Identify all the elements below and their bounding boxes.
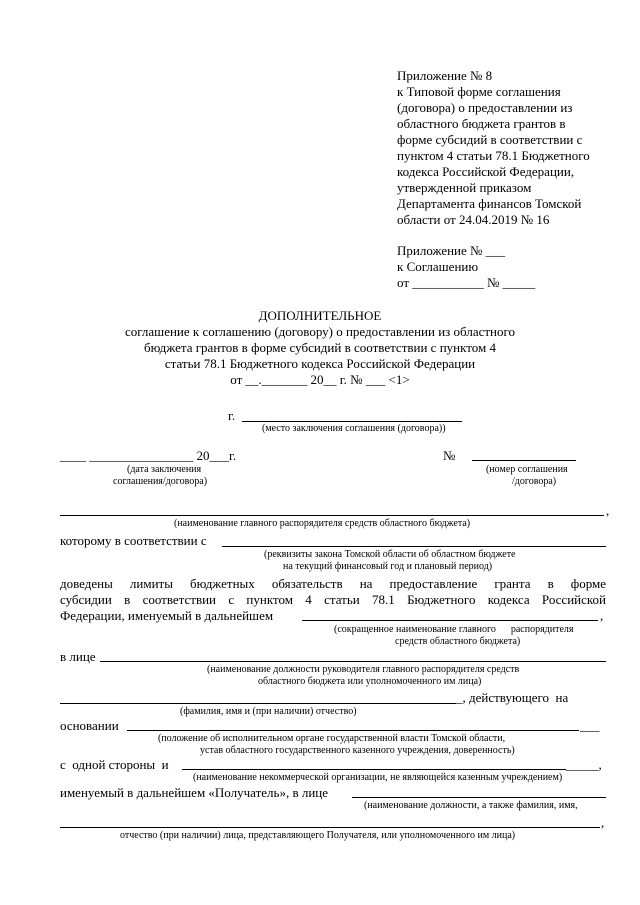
- date-caption: (дата заключения: [127, 464, 202, 475]
- basis-caption: (положение об исполнительном органе государственной власти Томской области,: [158, 733, 506, 744]
- date-field[interactable]: ____ ________________ 20___г.: [60, 448, 237, 463]
- head-line[interactable]: [100, 661, 606, 662]
- law-caption: (реквизиты закона Томской области об областном бюджете: [264, 549, 516, 560]
- appendix-8-line: к Типовой форме соглашения: [397, 84, 561, 99]
- head-caption: областного бюджета или уполномоченного им лица): [258, 676, 482, 687]
- document-title: [60, 308, 580, 388]
- title-line: соглашение к соглашению (договору) о предоставлении из областного: [124, 324, 516, 339]
- place-caption: (место заключения соглашения (договора)): [262, 423, 446, 434]
- comma: ,: [606, 503, 610, 518]
- side-one-text: с одной стороны и: [60, 757, 169, 772]
- grbs-caption: (наименование главного распорядителя средств областного бюджета): [174, 518, 471, 529]
- recipient-position-line[interactable]: [352, 797, 606, 798]
- title-line: от __._______ 20__ г. № ___ <1>: [230, 372, 410, 387]
- appendix-8-block: [397, 68, 590, 228]
- osnovanii-text: основании: [60, 718, 119, 733]
- place-prefix: г.: [228, 408, 236, 423]
- nko-end: _____,: [566, 757, 602, 772]
- head-caption: (наименование должности руководителя главного распорядителя средств: [207, 664, 520, 675]
- appendix-agreement-line: к Соглашению: [397, 259, 479, 274]
- recipient-text: именуемый в дальнейшем «Получатель», в лице: [60, 785, 329, 800]
- limits-line: субсидии в соответствии с пунктом 4 статьи 78.1 Бюджетного кодекса Российской: [60, 592, 606, 607]
- v-litse-text: в лице: [60, 649, 96, 664]
- basis-caption: устав областного государственного казенного учреждения, доверенность): [200, 745, 515, 756]
- appendix-8-line: форме субсидий в соответствии с: [397, 132, 583, 147]
- title-line: ДОПОЛНИТЕЛЬНОЕ: [258, 308, 382, 323]
- appendix-8-line: Департамента финансов Томской: [397, 196, 582, 211]
- law-line[interactable]: [222, 546, 606, 547]
- fio-caption: (фамилия, имя и (при наличии) отчество): [180, 706, 357, 717]
- position-caption: (наименование должности, а также фамилия, имя,: [364, 800, 578, 811]
- appendix-8-line: утвержденной приказом: [397, 180, 532, 195]
- appendix-8-line: (договора) о предоставлении из: [397, 100, 573, 115]
- law-caption: на текущий финансовый год и плановый период): [283, 561, 493, 572]
- basis-tail: ___: [580, 718, 600, 733]
- title-line: бюджета грантов в форме субсидий в соответствии с пунктом 4: [144, 340, 496, 355]
- appendix-agreement-line: от ___________ № _____: [397, 275, 536, 290]
- short-name-line[interactable]: [302, 620, 598, 621]
- nko-caption: (наименование некоммерческой организации, не являющейся казенным учреждением): [193, 772, 563, 783]
- limits-line: доведены лимиты бюджетных обязательств на предоставление гранта в форме: [60, 576, 606, 591]
- appendix-8-line: Приложение № 8: [397, 68, 493, 83]
- nko-line[interactable]: [182, 769, 566, 770]
- number-caption: (номер соглашения: [486, 464, 568, 475]
- comma: ,: [601, 815, 605, 830]
- grbs-name-line[interactable]: [60, 515, 604, 516]
- date-caption: соглашения/договора): [113, 476, 208, 487]
- appendix-8-line: областного бюджета грантов в: [397, 116, 566, 131]
- kotoromu-text: которому в соответствии с: [60, 533, 207, 548]
- fio-line[interactable]: [60, 703, 456, 704]
- short-name-caption: средств областного бюджета): [395, 636, 521, 647]
- number-sign: №: [443, 448, 456, 463]
- recipient-name-line[interactable]: [60, 827, 600, 828]
- short-name-caption: (сокращенное наименование главного распорядителя: [334, 624, 574, 635]
- appendix-agreement-line: Приложение № ___: [397, 243, 506, 258]
- acting-text: _, действующего на: [456, 690, 569, 705]
- comma: ,: [600, 608, 604, 623]
- number-line[interactable]: [472, 460, 576, 461]
- number-caption: /договора): [512, 476, 557, 487]
- appendix-8-line: кодекса Российской Федерации,: [397, 164, 575, 179]
- place-line[interactable]: [242, 421, 462, 422]
- basis-line[interactable]: [127, 730, 579, 731]
- title-line: статьи 78.1 Бюджетного кодекса Российской Федерации: [164, 356, 476, 371]
- appendix-agreement-block: [397, 243, 535, 291]
- patronymic-caption: отчество (при наличии) лица, представляющего Получателя, или уполномоченного им лица): [120, 830, 516, 841]
- limits-line: Федерации, именуемый в дальнейшем: [60, 608, 274, 623]
- appendix-8-line: пунктом 4 статьи 78.1 Бюджетного: [397, 148, 590, 163]
- appendix-8-line: области от 24.04.2019 № 16: [397, 212, 550, 227]
